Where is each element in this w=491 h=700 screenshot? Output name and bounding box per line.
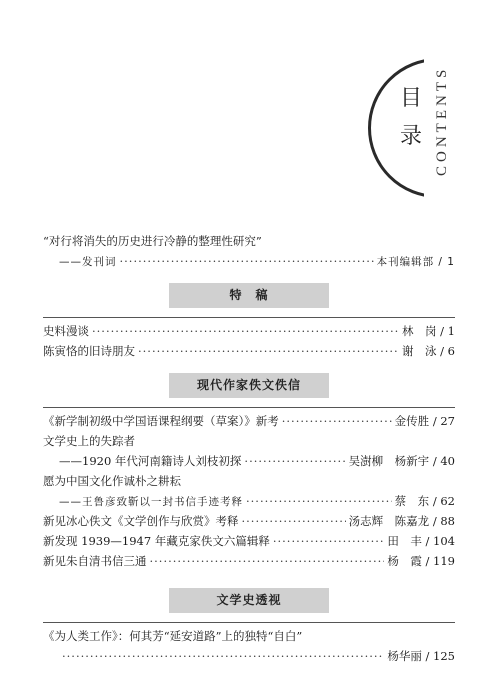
section-heading [43,282,455,308]
toc-title-char-2: 录 [399,124,422,149]
leader-dots [138,341,399,361]
leader-dots [62,646,384,666]
leader-dots [246,491,392,511]
entry-title: 史料漫谈 [43,324,89,338]
section-rule [43,317,455,318]
entry-title: 新见冰心佚文《文学创作与欣赏》考释 [43,514,239,528]
section-heading-label: 文学史透视 [169,588,329,613]
entry-author: 吴澍柳 杨新宇 / 40 [348,454,455,468]
entry-author: 林 岗 / 1 [401,324,455,338]
entry-title: “对行将消失的历史进行冷静的整理性研究” [43,234,262,248]
toc-entry[interactable] [43,411,455,431]
section-heading [43,587,455,613]
toc-title [396,80,426,156]
entry-author: 谢 泳 / 6 [401,344,455,358]
entry-author: 汤志辉 陈嘉龙 / 88 [348,514,455,528]
entry-author: 蔡 东 / 62 [394,494,455,508]
intro-subline[interactable] [43,251,455,271]
entry-title: 陈寅恪的旧诗朋友 [43,344,135,358]
leader-dots [273,531,385,551]
section-heading-label: 特 稿 [169,283,329,308]
toc-title-char-1: 目 [399,86,422,111]
entry-title: 文学史上的失踪者 [43,434,135,448]
entry-title: 新见朱自清书信三通 [43,554,147,568]
toc-entry[interactable] [43,491,455,511]
toc-entry[interactable] [43,626,455,646]
toc-entry[interactable] [43,471,455,491]
toc-entry[interactable] [43,451,455,471]
section-rule [43,407,455,408]
header-arc-decoration [368,58,491,198]
entry-title: ——发刊词 [59,256,117,268]
section-rule [43,622,455,623]
toc-entry[interactable] [43,321,455,341]
table-of-contents [43,231,455,666]
toc-entry[interactable] [43,551,455,571]
leader-dots [150,551,385,571]
intro-quote[interactable] [43,231,455,251]
leader-dots [242,511,346,531]
entry-author: 杨华丽 / 125 [387,649,455,663]
toc-entry[interactable] [43,646,455,666]
leader-dots [244,451,345,471]
entry-author: 本刊编辑部 / 1 [376,256,455,268]
section-heading [43,372,455,398]
entry-title: 《为人类工作》：何其芳“延安道路”上的独特“自白” [43,629,303,643]
toc-entry[interactable] [43,341,455,361]
section-heading-label: 现代作家佚文佚信 [169,373,329,398]
toc-entry[interactable] [43,531,455,551]
toc-entry[interactable] [43,511,455,531]
entry-author: 田 丰 / 104 [387,534,455,548]
entry-author: 杨 霞 / 119 [387,554,455,568]
toc-entry[interactable] [43,431,455,451]
entry-title: 新发现 1939—1947 年藏克家佚文六篇辑释 [43,534,270,548]
entry-title: 《新学制初级中学国语课程纲要（草案）》新考 [43,414,279,428]
entry-title: ——1920 年代河南籍诗人刘枝初探 [59,454,242,468]
contents-label: CONTENTS [434,65,450,177]
entry-title: ——王鲁彦致靳以一封书信手迹考释 [59,496,243,508]
leader-dots [120,251,374,271]
leader-dots [282,411,392,431]
entry-title: 愿为中国文化作诚朴之耕耘 [43,474,181,488]
entry-author: 金传胜 / 27 [394,414,455,428]
leader-dots [92,321,399,341]
